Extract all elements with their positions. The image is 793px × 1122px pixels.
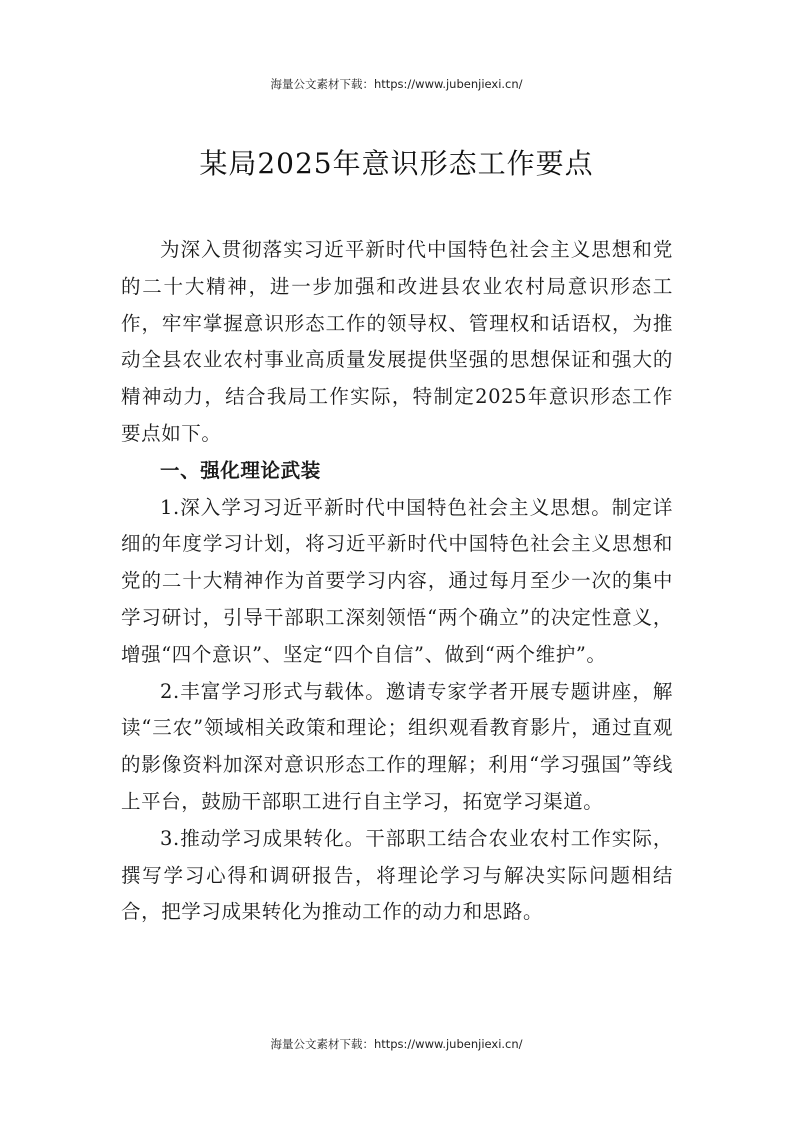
intro-paragraph: 为深入贯彻落实习近平新时代中国特色社会主义思想和党的二十大精神，进一步加强和改进县农业农村局意识形态工作，牢牢掌握意识形态工作的领导权、管理权和话语权，为推动全县农业农村事业高质量发展提供坚强的思想保证和强大的精神动力，结合我局工作实际，特制定2025年意识形态工作要点如下。: [121, 238, 673, 445]
page-footer: 海量公文素材下载：https://www.jubenjiexi.cn/: [270, 1037, 523, 1051]
page-header: 海量公文素材下载：https://www.jubenjiexi.cn/: [270, 77, 523, 91]
document-body: [121, 232, 673, 931]
section-item-2: 2.丰富学习形式与载体。邀请专家学者开展专题讲座，解读“三农”领域相关政策和理论；组织观看教育影片，通过直观的影像资料加深对意识形态工作的理解；利用“学习强国”等线上平台，鼓励干部职工进行自主学习，拓宽学习渠道。: [121, 679, 673, 813]
document-title: 某局2025年意识形态工作要点: [199, 147, 594, 180]
section-item-3: 3.推动学习成果转化。干部职工结合农业农村工作实际，撰写学习心得和调研报告，将理论学习与解决实际问题相结合，把学习成果转化为推动工作的动力和思路。: [121, 826, 673, 924]
section-item-1: 1.深入学习习近平新时代中国特色社会主义思想。制定详细的年度学习计划，将习近平新时代中国特色社会主义思想和党的二十大精神作为首要学习内容，通过每月至少一次的集中学习研讨，引导干部职工深刻领悟“两个确立”的决定性意义，增强“四个意识”、坚定“四个自信”、做到“两个维护”。: [121, 495, 673, 666]
section-heading: 一、强化理论武装: [160, 458, 321, 482]
